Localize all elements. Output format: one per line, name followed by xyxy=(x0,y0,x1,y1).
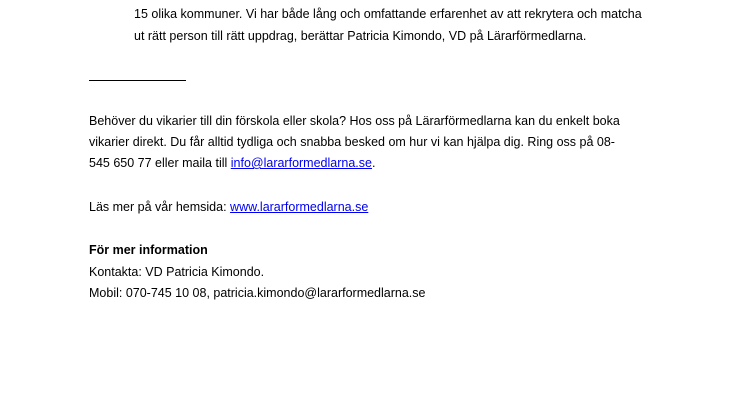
email-link[interactable]: info@lararformedlarna.se xyxy=(230,156,372,170)
quote-line-2: ut rätt person till rätt uppdrag, berättar Patricia Kimondo, VD på Lärarförmedlarna. xyxy=(134,29,587,43)
website-prefix: Läs mer på vår hemsida: xyxy=(89,200,231,214)
separator-line xyxy=(89,80,186,81)
website-link[interactable]: www.lararformedlarna.se xyxy=(230,200,369,214)
booking-line-3 xyxy=(89,153,375,174)
mobile-line: Mobil: 070-745 10 08, patricia.kimondo@lararformedlarna.se xyxy=(89,286,426,300)
website-line xyxy=(89,197,368,218)
booking-line-1: Behöver du vikarier till din förskola eller skola? Hos oss på Lärarförmedlarna kan du enkelt boka xyxy=(89,114,620,128)
booking-line-3-prefix: 545 650 77 eller maila till xyxy=(89,156,231,170)
contact-line: Kontakta: VD Patricia Kimondo. xyxy=(89,265,265,279)
booking-line-2: vikarier direkt. Du får alltid tydliga och snabba besked om hur vi kan hjälpa dig. Ring oss på 08- xyxy=(89,135,615,149)
booking-line-3-suffix: . xyxy=(371,156,376,170)
quote-line-1: 15 olika kommuner. Vi har både lång och omfattande erfarenhet av att rekrytera och matcha xyxy=(134,7,642,21)
contact-heading: För mer information xyxy=(89,243,208,257)
